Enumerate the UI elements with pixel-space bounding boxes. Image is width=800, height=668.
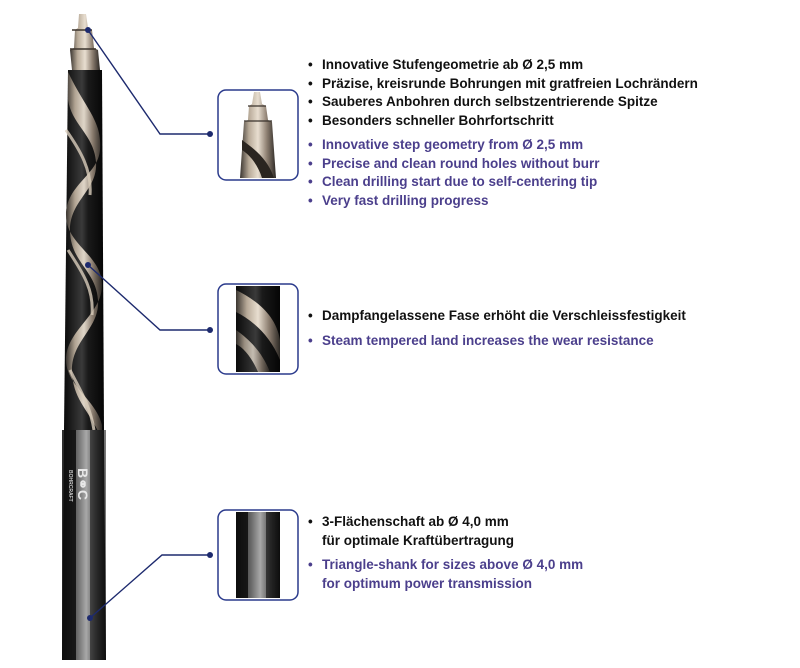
shank-german-line-1: • 3-Flächenschaft ab Ø 4,0 mm [322, 514, 509, 529]
drill-bit-image [62, 14, 106, 660]
shank-english-line-2: for optimum power transmission [322, 575, 533, 591]
list-item: • Präzise, kreisrunde Bohrungen mit gratfreien Lochrändern [308, 75, 698, 94]
shank-german-list [308, 513, 583, 550]
connector-land [88, 265, 210, 330]
list-item: • Precise and clean round holes without burr [308, 155, 698, 174]
svg-text:B⚭C: B⚭C [75, 468, 91, 500]
list-item: • Dampfangelassene Fase erhöht die Verschleissfestigkeit [308, 307, 686, 326]
detail-frame-shank [218, 510, 298, 600]
connector-shank-end-dot [207, 552, 213, 558]
list-item [308, 513, 583, 550]
section-tip-text [308, 56, 698, 210]
list-item: • Very fast drilling progress [308, 192, 698, 211]
section-shank-text [308, 513, 583, 593]
connector-land-dot [85, 262, 91, 268]
shank-german-line-2: für optimale Kraftübertragung [322, 532, 515, 548]
brand-logo [67, 468, 91, 502]
list-item [308, 556, 583, 593]
land-english-list [308, 332, 686, 351]
connector-shank-dot [87, 615, 93, 621]
connector-tip-dot [85, 27, 91, 33]
section-land-text [308, 307, 686, 350]
shank-english-list [308, 556, 583, 593]
connector-shank [90, 555, 210, 618]
list-item: • Steam tempered land increases the wear resistance [308, 332, 686, 351]
list-item: • Innovative Stufengeometrie ab Ø 2,5 mm [308, 56, 698, 75]
detail-frame-tip [218, 90, 298, 180]
connector-tip [88, 30, 210, 134]
connector-tip-end-dot [207, 131, 213, 137]
connector-land-end-dot [207, 327, 213, 333]
shank-english-line-1: • Triangle-shank for sizes above Ø 4,0 mm [322, 557, 584, 572]
tip-german-list [308, 56, 698, 130]
list-item: • Besonders schneller Bohrfortschritt [308, 112, 698, 131]
detail-frame-land [218, 284, 298, 374]
svg-text:BOHRCRAFT: BOHRCRAFT [67, 470, 73, 502]
list-item: • Innovative step geometry from Ø 2,5 mm [308, 136, 698, 155]
land-german-list [308, 307, 686, 326]
tip-english-list [308, 136, 698, 210]
list-item: • Clean drilling start due to self-centering tip [308, 173, 698, 192]
list-item: • Sauberes Anbohren durch selbstzentrierende Spitze [308, 93, 698, 112]
